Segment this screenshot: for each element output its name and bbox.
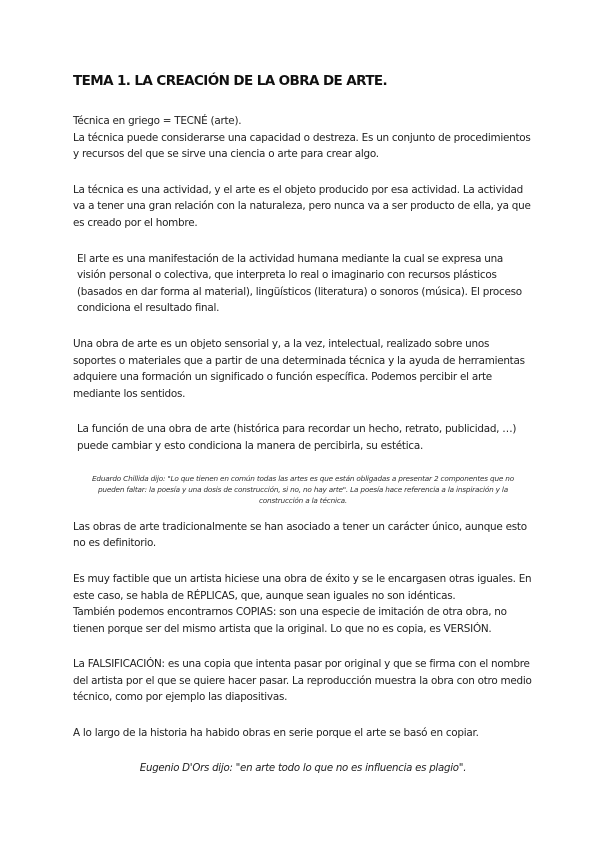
paragraph-obra-de-arte: Una obra de arte es un objeto sensorial y, a la vez, intelectual, realizado sobre unos soportes o materiales que a partir de una determinada técnica y la ayuda de herramientas adquiere una formación un significado o función específica. Podemos percibir el arte mediante los sentidos.: [73, 337, 525, 400]
replicas-line: Es muy factible que un artista hiciese una obra de éxito y se le encargasen otras iguales. En este caso, se habla de RÉPLICAS, que, aunque sean iguales no son idénticas.: [73, 572, 532, 602]
copias-line: También podemos encontrarnos COPIAS: son una especie de imitación de otra obra, no tienen porque ser del mismo artista que la original. Lo que no es copia, es VERSIÓN.: [73, 606, 507, 635]
paragraph-tecne-definition: [73, 113, 533, 163]
document-title: TEMA 1. LA CREACIÓN DE LA OBRA DE ARTE.: [73, 73, 388, 89]
tecne-line: Técnica en griego = TECNÉ (arte).: [73, 115, 242, 127]
quote-chillida: Eduardo Chillida dijo: "Lo que tienen en común todas las artes es que están obligadas a presentar 2 componentes que no pueden faltar: la poesía y una dosis de construcción, si no, no hay arte". La poesía hace referencia a la inspiración y la construcción a la técnica.: [92, 473, 514, 506]
document-body: [73, 72, 533, 777]
paragraph-obras-en-serie: A lo largo de la historia ha habido obras en serie porque el arte se basó en copiar.: [73, 727, 479, 740]
tecnica-definition-line: La técnica puede considerarse una capacidad o destreza. Es un conjunto de procedimientos y recursos del que se sirve una ciencia o arte para crear algo.: [73, 131, 531, 161]
paragraph-falsificacion: La FALSIFICACIÓN: es una copia que intenta pasar por original y que se firma con el nombre del artista por el que se quiere hacer pasar. La reproducción muestra la obra con otro medio técnico, como por ejemplo las diapositivas.: [73, 658, 532, 704]
paragraph-tecnica-actividad: La técnica es una actividad, y el arte es el objeto producido por esa actividad. La actividad va a tener una gran relación con la naturaleza, pero nunca va a ser producto de ella, ya que es creado por el hombre.: [73, 183, 531, 229]
paragraph-replicas-copias: [73, 571, 533, 637]
paragraph-arte-manifestacion: El arte es una manifestación de la actividad humana mediante la cual se expresa una visión personal o colectiva, que interpreta lo real o imaginario con recursos plásticos (basados en dar forma al material), lingüísticos (literatura) o sonoros (música). El proceso condiciona el resultado final.: [77, 252, 522, 315]
paragraph-caracter-unico: Las obras de arte tradicionalmente se han asociado a tener un carácter único, aunque esto no es definitorio.: [73, 520, 527, 550]
paragraph-funcion-obra: La función de una obra de arte (histórica para recordar un hecho, retrato, publicidad, …) puede cambiar y esto condiciona la manera de percibirla, su estética.: [77, 423, 517, 452]
quote-dors: Eugenio D'Ors dijo: "en arte todo lo que no es influencia es plagio".: [139, 762, 467, 774]
